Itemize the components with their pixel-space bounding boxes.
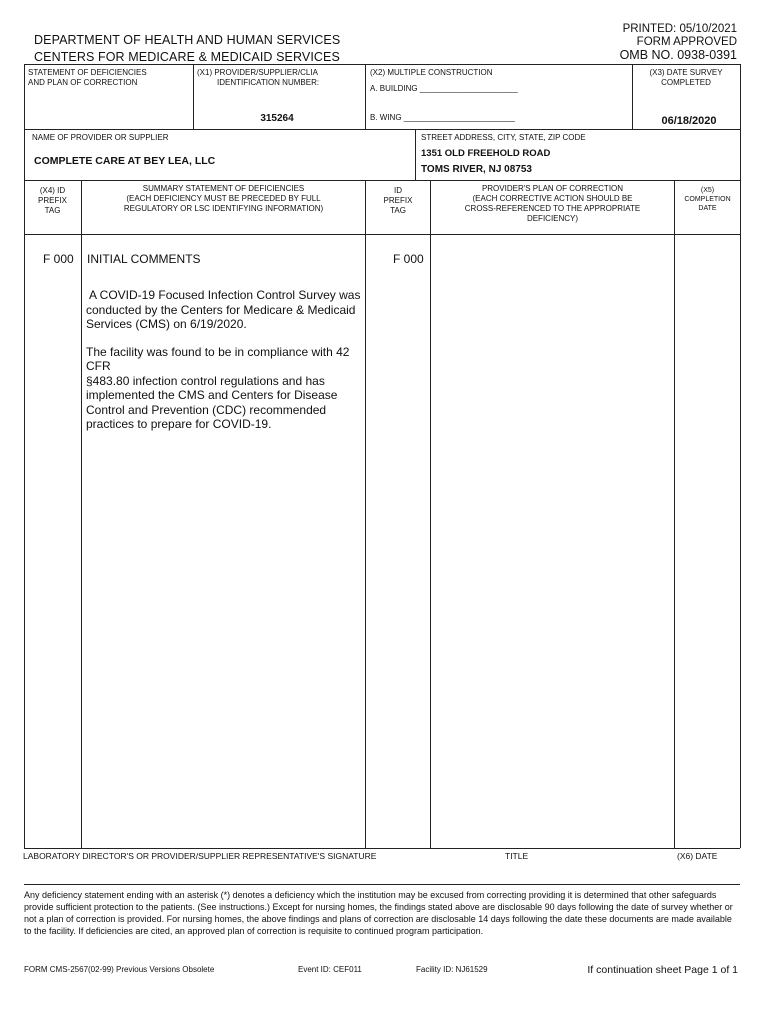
entry-id-tag: F 000 xyxy=(393,252,424,266)
department-title: DEPARTMENT OF HEALTH AND HUMAN SERVICES xyxy=(34,33,341,47)
divider-col-plan xyxy=(674,180,675,848)
rule-row2 xyxy=(24,180,740,181)
statement-label: STATEMENT OF DEFICIENCIES AND PLAN OF CORRECTION xyxy=(28,68,147,87)
entry-prefix-tag: F 000 xyxy=(43,252,74,266)
divider-x3 xyxy=(632,64,633,129)
omb-number: OMB NO. 0938-0391 xyxy=(619,48,737,62)
facility-id: Facility ID: NJ61529 xyxy=(416,965,488,974)
survey-completed-date: 06/18/2020 xyxy=(661,115,717,127)
x2-building: A. BUILDING ______________________ xyxy=(370,84,518,93)
divider-x1 xyxy=(193,64,194,129)
divider-address xyxy=(415,129,416,180)
event-id: Event ID: CEF011 xyxy=(298,965,362,974)
summary-text xyxy=(86,288,362,432)
provider-name: COMPLETE CARE AT BEY LEA, LLC xyxy=(34,155,216,167)
divider-col-id xyxy=(430,180,431,848)
signature-label: LABORATORY DIRECTOR'S OR PROVIDER/SUPPLIER REPRESENTATIVE'S SIGNATURE xyxy=(23,851,377,861)
border-right xyxy=(740,64,741,848)
border-left xyxy=(24,64,25,848)
x3-label: (X3) DATE SURVEY COMPLETED xyxy=(649,68,723,87)
signature-title-label: TITLE xyxy=(505,851,529,861)
agency-title: CENTERS FOR MEDICARE & MEDICAID SERVICES xyxy=(34,50,340,64)
col-id-prefix-header: ID PREFIX TAG xyxy=(383,186,413,215)
summary-paragraph-1: A COVID-19 Focused Infection Control Survey was conducted by the Centers for Medicare & Medicaid Services (CMS) on 6/19/2020. xyxy=(86,288,361,331)
signature-date-label: (X6) DATE xyxy=(677,851,718,861)
form-id: FORM CMS-2567(02-99) Previous Versions Obsolete xyxy=(24,965,215,974)
rule-row1 xyxy=(24,129,740,130)
entry-title: INITIAL COMMENTS xyxy=(87,252,201,266)
x1-label: (X1) PROVIDER/SUPPLIER/CLIA IDENTIFICATION NUMBER: xyxy=(197,68,320,87)
disclaimer-text: Any deficiency statement ending with an asterisk (*) denotes a deficiency which the institution may be excused from correcting providing it is determined that other safeguards provide sufficient protection to the patients. (See instructions.) Except for nursing homes, the findings stated above are disclosable 90 days following the date of survey whether or not a plan of correction is provided. For nursing homes, the above findings and plans of correction are disclosable 14 days following the date these documents are made available to the facility. If deficiencies are cited, an approved plan of correction is requisite to continued program participation. xyxy=(24,890,733,936)
divider-col-prefix xyxy=(81,180,82,848)
rule-body-bottom xyxy=(24,848,740,849)
address-street: 1351 OLD FREEHOLD ROAD xyxy=(421,148,551,159)
x2-label: (X2) MULTIPLE CONSTRUCTION xyxy=(370,68,493,77)
x2-wing: B. WING _________________________ xyxy=(370,113,516,122)
summary-paragraph-2b: §483.80 infection control regulations and has implemented the CMS and Centers for Disease Control and Prevention (CDC) recommended practices to prepare for COVID-19. xyxy=(86,373,338,431)
page-continuation: If continuation sheet Page 1 of 1 xyxy=(587,964,738,976)
form-approved: FORM APPROVED xyxy=(636,36,737,48)
col-x4-prefix-header: (X4) ID PREFIX TAG xyxy=(38,186,67,215)
printed-date: PRINTED: 05/10/2021 xyxy=(622,23,737,35)
divider-x2 xyxy=(365,64,366,129)
address-city: TOMS RIVER, NJ 08753 xyxy=(421,164,532,175)
col-x5-header: (X5) COMPLETION DATE xyxy=(684,187,731,212)
divider-col-summary xyxy=(365,180,366,848)
provider-label: NAME OF PROVIDER OR SUPPLIER xyxy=(32,133,169,142)
address-label: STREET ADDRESS, CITY, STATE, ZIP CODE xyxy=(421,133,586,142)
provider-id-number: 315264 xyxy=(260,113,294,124)
summary-paragraph-2a: The facility was found to be in compliance with 42 CFR xyxy=(86,344,350,373)
col-summary-header: SUMMARY STATEMENT OF DEFICIENCIES (EACH DEFICIENCY MUST BE PRECEDED BY FULL REGULATORY OR LSC IDENTIFYING INFORMATION) xyxy=(123,184,324,213)
rule-signature-bottom xyxy=(24,884,740,885)
rule-row3 xyxy=(24,234,740,235)
col-plan-header: PROVIDER'S PLAN OF CORRECTION (EACH CORRECTIVE ACTION SHOULD BE CROSS-REFERENCED TO THE APPROPRIATE DEFICIENCY) xyxy=(464,184,641,223)
